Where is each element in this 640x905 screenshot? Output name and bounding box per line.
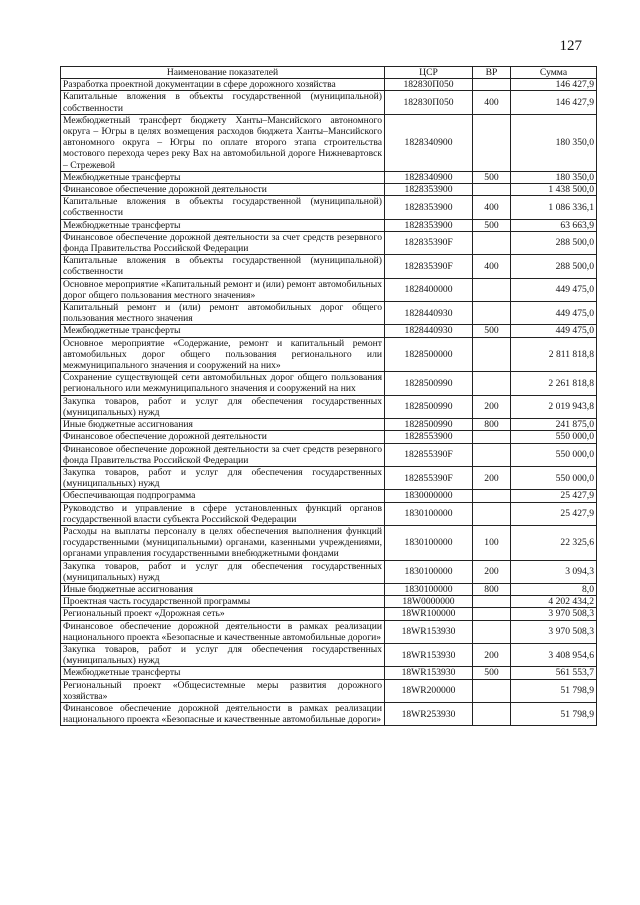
row-sum-cell: 449 475,0 — [511, 325, 597, 337]
row-name-cell: Капитальные вложения в объекты государственной (муниципальной) собственности — [61, 255, 385, 278]
row-sum-cell: 25 427,9 — [511, 502, 597, 525]
table-row — [61, 114, 597, 171]
table-row — [61, 490, 597, 502]
row-sum-cell: 550 000,0 — [511, 466, 597, 489]
table-row — [61, 231, 597, 254]
row-code-cell: 1830000000 — [385, 490, 473, 502]
table-row — [61, 395, 597, 418]
row-sum-cell: 63 663,9 — [511, 219, 597, 231]
row-vr-cell — [473, 79, 511, 91]
row-vr-cell — [473, 443, 511, 466]
row-code-cell: 182830П050 — [385, 91, 473, 114]
row-code-cell: 182855390F — [385, 443, 473, 466]
row-code-cell: 1828500990 — [385, 372, 473, 395]
row-name-cell: Основное мероприятие «Капитальный ремонт и (или) ремонт автомобильных дорог общего пользования местного значения» — [61, 278, 385, 301]
row-sum-cell: 288 500,0 — [511, 255, 597, 278]
row-code-cell: 18WR153930 — [385, 667, 473, 679]
row-code-cell: 1830100000 — [385, 583, 473, 595]
row-sum-cell: 241 875,0 — [511, 419, 597, 431]
table-row — [61, 620, 597, 643]
row-code-cell: 1828440930 — [385, 325, 473, 337]
row-code-cell: 18WR200000 — [385, 679, 473, 702]
row-vr-cell — [473, 184, 511, 196]
row-sum-cell: 1 438 500,0 — [511, 184, 597, 196]
row-name-cell: Межбюджетные трансферты — [61, 325, 385, 337]
row-code-cell: 1830100000 — [385, 525, 473, 560]
table-row — [61, 372, 597, 395]
row-code-cell: 1828340900 — [385, 171, 473, 183]
row-vr-cell — [473, 431, 511, 443]
row-vr-cell — [473, 608, 511, 620]
row-code-cell: 182835390F — [385, 231, 473, 254]
row-sum-cell: 3 408 954,6 — [511, 643, 597, 666]
row-sum-cell: 3 970 508,3 — [511, 620, 597, 643]
row-code-cell: 1828400000 — [385, 278, 473, 301]
row-vr-cell: 500 — [473, 667, 511, 679]
table-row — [61, 525, 597, 560]
row-code-cell: 1828500000 — [385, 337, 473, 372]
row-name-cell: Региональный проект «Общесистемные меры развития дорожного хозяйства» — [61, 679, 385, 702]
row-name-cell: Капитальные вложения в объекты государственной (муниципальной) собственности — [61, 196, 385, 219]
budget-table — [60, 66, 597, 726]
table-row — [61, 667, 597, 679]
row-vr-cell: 200 — [473, 560, 511, 583]
row-vr-cell: 500 — [473, 171, 511, 183]
table-row — [61, 608, 597, 620]
row-name-cell: Закупка товаров, работ и услуг для обеспечения государственных (муниципальных) нужд — [61, 466, 385, 489]
row-name-cell: Руководство и управление в сфере установленных функций органов государственной власти субъекта Российской Федерации — [61, 502, 385, 525]
row-vr-cell: 500 — [473, 325, 511, 337]
row-name-cell: Финансовое обеспечение дорожной деятельности в рамках реализации национального проекта «Безопасные и качественные автомобильные дороги» — [61, 702, 385, 725]
header-code: ЦСР — [385, 67, 473, 79]
row-name-cell: Закупка товаров, работ и услуг для обеспечения государственных (муниципальных) нужд — [61, 560, 385, 583]
row-vr-cell — [473, 596, 511, 608]
table-row — [61, 596, 597, 608]
row-vr-cell — [473, 372, 511, 395]
row-vr-cell: 100 — [473, 525, 511, 560]
header-sum: Сумма — [511, 67, 597, 79]
row-name-cell: Финансовое обеспечение дорожной деятельности — [61, 431, 385, 443]
row-vr-cell — [473, 231, 511, 254]
row-vr-cell — [473, 702, 511, 725]
row-code-cell: 1828500990 — [385, 419, 473, 431]
row-name-cell: Финансовое обеспечение дорожной деятельности в рамках реализации национального проекта «Безопасные и качественные автомобильные дороги» — [61, 620, 385, 643]
row-name-cell: Межбюджетный трансферт бюджету Ханты–Мансийского автономного округа – Югры в целях возмещения расходов бюджета Ханты–Мансийского автономного округа – Югры по оплате второго этапа строительства мостового перехода через реку Вах на автомобильной дороге Нижневартовск – Стрежевой — [61, 114, 385, 171]
row-name-cell: Проектная часть государственной программы — [61, 596, 385, 608]
row-vr-cell: 800 — [473, 419, 511, 431]
table-header-row — [61, 67, 597, 79]
row-sum-cell: 25 427,9 — [511, 490, 597, 502]
table-row — [61, 325, 597, 337]
row-sum-cell: 449 475,0 — [511, 278, 597, 301]
table-row — [61, 419, 597, 431]
row-name-cell: Финансовое обеспечение дорожной деятельности за счет средств резервного фонда Правительства Российской Федерации — [61, 231, 385, 254]
row-code-cell: 18WR153930 — [385, 620, 473, 643]
row-vr-cell: 200 — [473, 643, 511, 666]
row-code-cell: 1828340900 — [385, 114, 473, 171]
row-code-cell: 1828553900 — [385, 431, 473, 443]
row-sum-cell: 146 427,9 — [511, 79, 597, 91]
row-name-cell: Капитальные вложения в объекты государственной (муниципальной) собственности — [61, 91, 385, 114]
row-vr-cell: 500 — [473, 219, 511, 231]
table-row — [61, 431, 597, 443]
row-vr-cell: 200 — [473, 466, 511, 489]
table-row — [61, 443, 597, 466]
table-row — [61, 466, 597, 489]
table-row — [61, 560, 597, 583]
row-code-cell: 18WR253930 — [385, 702, 473, 725]
row-sum-cell: 22 325,6 — [511, 525, 597, 560]
row-vr-cell — [473, 114, 511, 171]
row-vr-cell — [473, 502, 511, 525]
row-vr-cell — [473, 278, 511, 301]
row-name-cell: Иные бюджетные ассигнования — [61, 419, 385, 431]
row-sum-cell: 449 475,0 — [511, 302, 597, 325]
row-code-cell: 1828353900 — [385, 196, 473, 219]
table-row — [61, 643, 597, 666]
row-vr-cell — [473, 620, 511, 643]
header-name: Наименование показателей — [61, 67, 385, 79]
row-name-cell: Основное мероприятие «Содержание, ремонт и капитальный ремонт автомобильных дорог общего пользования регионального или межмуниципального значения и сооружений на них» — [61, 337, 385, 372]
row-sum-cell: 288 500,0 — [511, 231, 597, 254]
table-row — [61, 171, 597, 183]
row-name-cell: Расходы на выплаты персоналу в целях обеспечения выполнения функций государственными (муниципальными) органами, казенными учреждениями, органами управления государственными внебюджетными фондами — [61, 525, 385, 560]
table-row — [61, 219, 597, 231]
row-code-cell: 18WR153930 — [385, 643, 473, 666]
row-name-cell: Обеспечивающая подпрограмма — [61, 490, 385, 502]
row-code-cell: 18WR100000 — [385, 608, 473, 620]
row-vr-cell: 400 — [473, 196, 511, 219]
row-sum-cell: 1 086 336,1 — [511, 196, 597, 219]
table-row — [61, 79, 597, 91]
page-number: 127 — [559, 38, 582, 54]
row-sum-cell: 51 798,9 — [511, 679, 597, 702]
table-row — [61, 702, 597, 725]
row-sum-cell: 3 970 508,3 — [511, 608, 597, 620]
table-row — [61, 184, 597, 196]
row-name-cell: Финансовое обеспечение дорожной деятельности за счет средств резервного фонда Правительства Российской Федерации — [61, 443, 385, 466]
row-sum-cell: 2 261 818,8 — [511, 372, 597, 395]
row-vr-cell: 400 — [473, 91, 511, 114]
table-row — [61, 302, 597, 325]
table-row — [61, 583, 597, 595]
row-sum-cell: 2 811 818,8 — [511, 337, 597, 372]
row-name-cell: Межбюджетные трансферты — [61, 171, 385, 183]
row-name-cell: Разработка проектной документации в сфере дорожного хозяйства — [61, 79, 385, 91]
row-code-cell: 1830100000 — [385, 560, 473, 583]
row-name-cell: Межбюджетные трансферты — [61, 667, 385, 679]
row-code-cell: 18W0000000 — [385, 596, 473, 608]
row-name-cell: Иные бюджетные ассигнования — [61, 583, 385, 595]
row-sum-cell: 51 798,9 — [511, 702, 597, 725]
row-sum-cell: 180 350,0 — [511, 114, 597, 171]
row-code-cell: 1828440930 — [385, 302, 473, 325]
table-row — [61, 91, 597, 114]
row-name-cell: Финансовое обеспечение дорожной деятельности — [61, 184, 385, 196]
table-row — [61, 679, 597, 702]
row-sum-cell: 550 000,0 — [511, 443, 597, 466]
table-row — [61, 337, 597, 372]
row-name-cell: Сохранение существующей сети автомобильных дорог общего пользования регионального или межмуниципального значения и сооружений на них — [61, 372, 385, 395]
row-sum-cell: 4 202 434,2 — [511, 596, 597, 608]
table-row — [61, 196, 597, 219]
header-vr: ВР — [473, 67, 511, 79]
row-name-cell: Региональный проект «Дорожная сеть» — [61, 608, 385, 620]
row-sum-cell: 550 000,0 — [511, 431, 597, 443]
row-vr-cell — [473, 302, 511, 325]
row-code-cell: 1830100000 — [385, 502, 473, 525]
row-vr-cell: 200 — [473, 395, 511, 418]
row-code-cell: 182855390F — [385, 466, 473, 489]
row-code-cell: 1828500990 — [385, 395, 473, 418]
row-name-cell: Закупка товаров, работ и услуг для обеспечения государственных (муниципальных) нужд — [61, 643, 385, 666]
row-name-cell: Межбюджетные трансферты — [61, 219, 385, 231]
row-vr-cell — [473, 490, 511, 502]
row-name-cell: Капитальный ремонт и (или) ремонт автомобильных дорог общего пользования местного значения — [61, 302, 385, 325]
row-code-cell: 182835390F — [385, 255, 473, 278]
row-vr-cell — [473, 679, 511, 702]
row-sum-cell: 146 427,9 — [511, 91, 597, 114]
row-sum-cell: 2 019 943,8 — [511, 395, 597, 418]
row-code-cell: 1828353900 — [385, 219, 473, 231]
table-row — [61, 255, 597, 278]
row-code-cell: 182830П050 — [385, 79, 473, 91]
row-code-cell: 1828353900 — [385, 184, 473, 196]
table-row — [61, 502, 597, 525]
row-sum-cell: 3 094,3 — [511, 560, 597, 583]
row-name-cell: Закупка товаров, работ и услуг для обеспечения государственных (муниципальных) нужд — [61, 395, 385, 418]
row-sum-cell: 180 350,0 — [511, 171, 597, 183]
row-sum-cell: 561 553,7 — [511, 667, 597, 679]
row-vr-cell: 800 — [473, 583, 511, 595]
table-row — [61, 278, 597, 301]
row-vr-cell: 400 — [473, 255, 511, 278]
table-body — [61, 79, 597, 726]
row-vr-cell — [473, 337, 511, 372]
row-sum-cell: 8,0 — [511, 583, 597, 595]
